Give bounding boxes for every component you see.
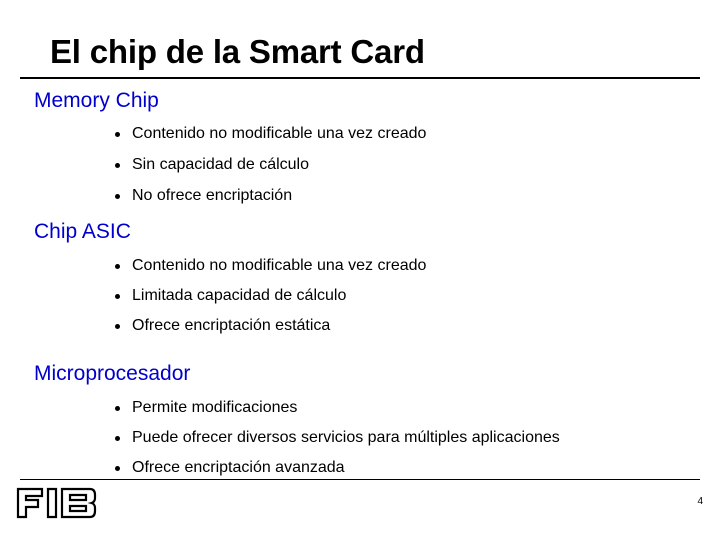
bullet-item	[115, 186, 292, 206]
bullet-dot-icon	[115, 163, 120, 168]
bullet-dot-icon	[115, 264, 120, 269]
page-number: 4	[697, 496, 703, 507]
bullet-text: Ofrece encriptación estática	[132, 317, 331, 334]
bullet-text: Limitada capacidad de cálculo	[132, 287, 347, 304]
bullet-item	[115, 286, 346, 306]
fib-logo-icon	[16, 487, 98, 519]
bullet-item	[115, 155, 309, 175]
bullet-item	[115, 458, 345, 478]
bullet-item	[115, 124, 426, 144]
bullet-dot-icon	[115, 294, 120, 299]
section-heading-chip-asic: Chip ASIC	[34, 220, 131, 243]
slide-title: El chip de la Smart Card	[50, 33, 425, 70]
bullet-text: Contenido no modificable una vez creado	[132, 125, 427, 142]
section-heading-microprocesador: Microprocesador	[34, 362, 191, 385]
bullet-item	[115, 428, 560, 448]
bullet-dot-icon	[115, 436, 120, 441]
bullet-dot-icon	[115, 466, 120, 471]
bullet-dot-icon	[115, 132, 120, 137]
bullet-item	[115, 256, 426, 276]
title-divider	[20, 77, 700, 79]
bullet-text: Sin capacidad de cálculo	[132, 156, 310, 173]
bullet-text: Ofrece encriptación avanzada	[132, 459, 345, 476]
bullet-text: No ofrece encriptación	[132, 187, 293, 204]
section-heading-memory-chip: Memory Chip	[34, 89, 159, 112]
bullet-text: Permite modificaciones	[132, 399, 298, 416]
bullet-item	[115, 316, 330, 336]
bullet-dot-icon	[115, 406, 120, 411]
bullet-dot-icon	[115, 324, 120, 329]
bullet-dot-icon	[115, 194, 120, 199]
bullet-text: Contenido no modificable una vez creado	[132, 257, 427, 274]
bullet-text: Puede ofrecer diversos servicios para múltiples aplicaciones	[132, 429, 560, 446]
bullet-item	[115, 398, 297, 418]
footer-divider	[20, 479, 700, 480]
